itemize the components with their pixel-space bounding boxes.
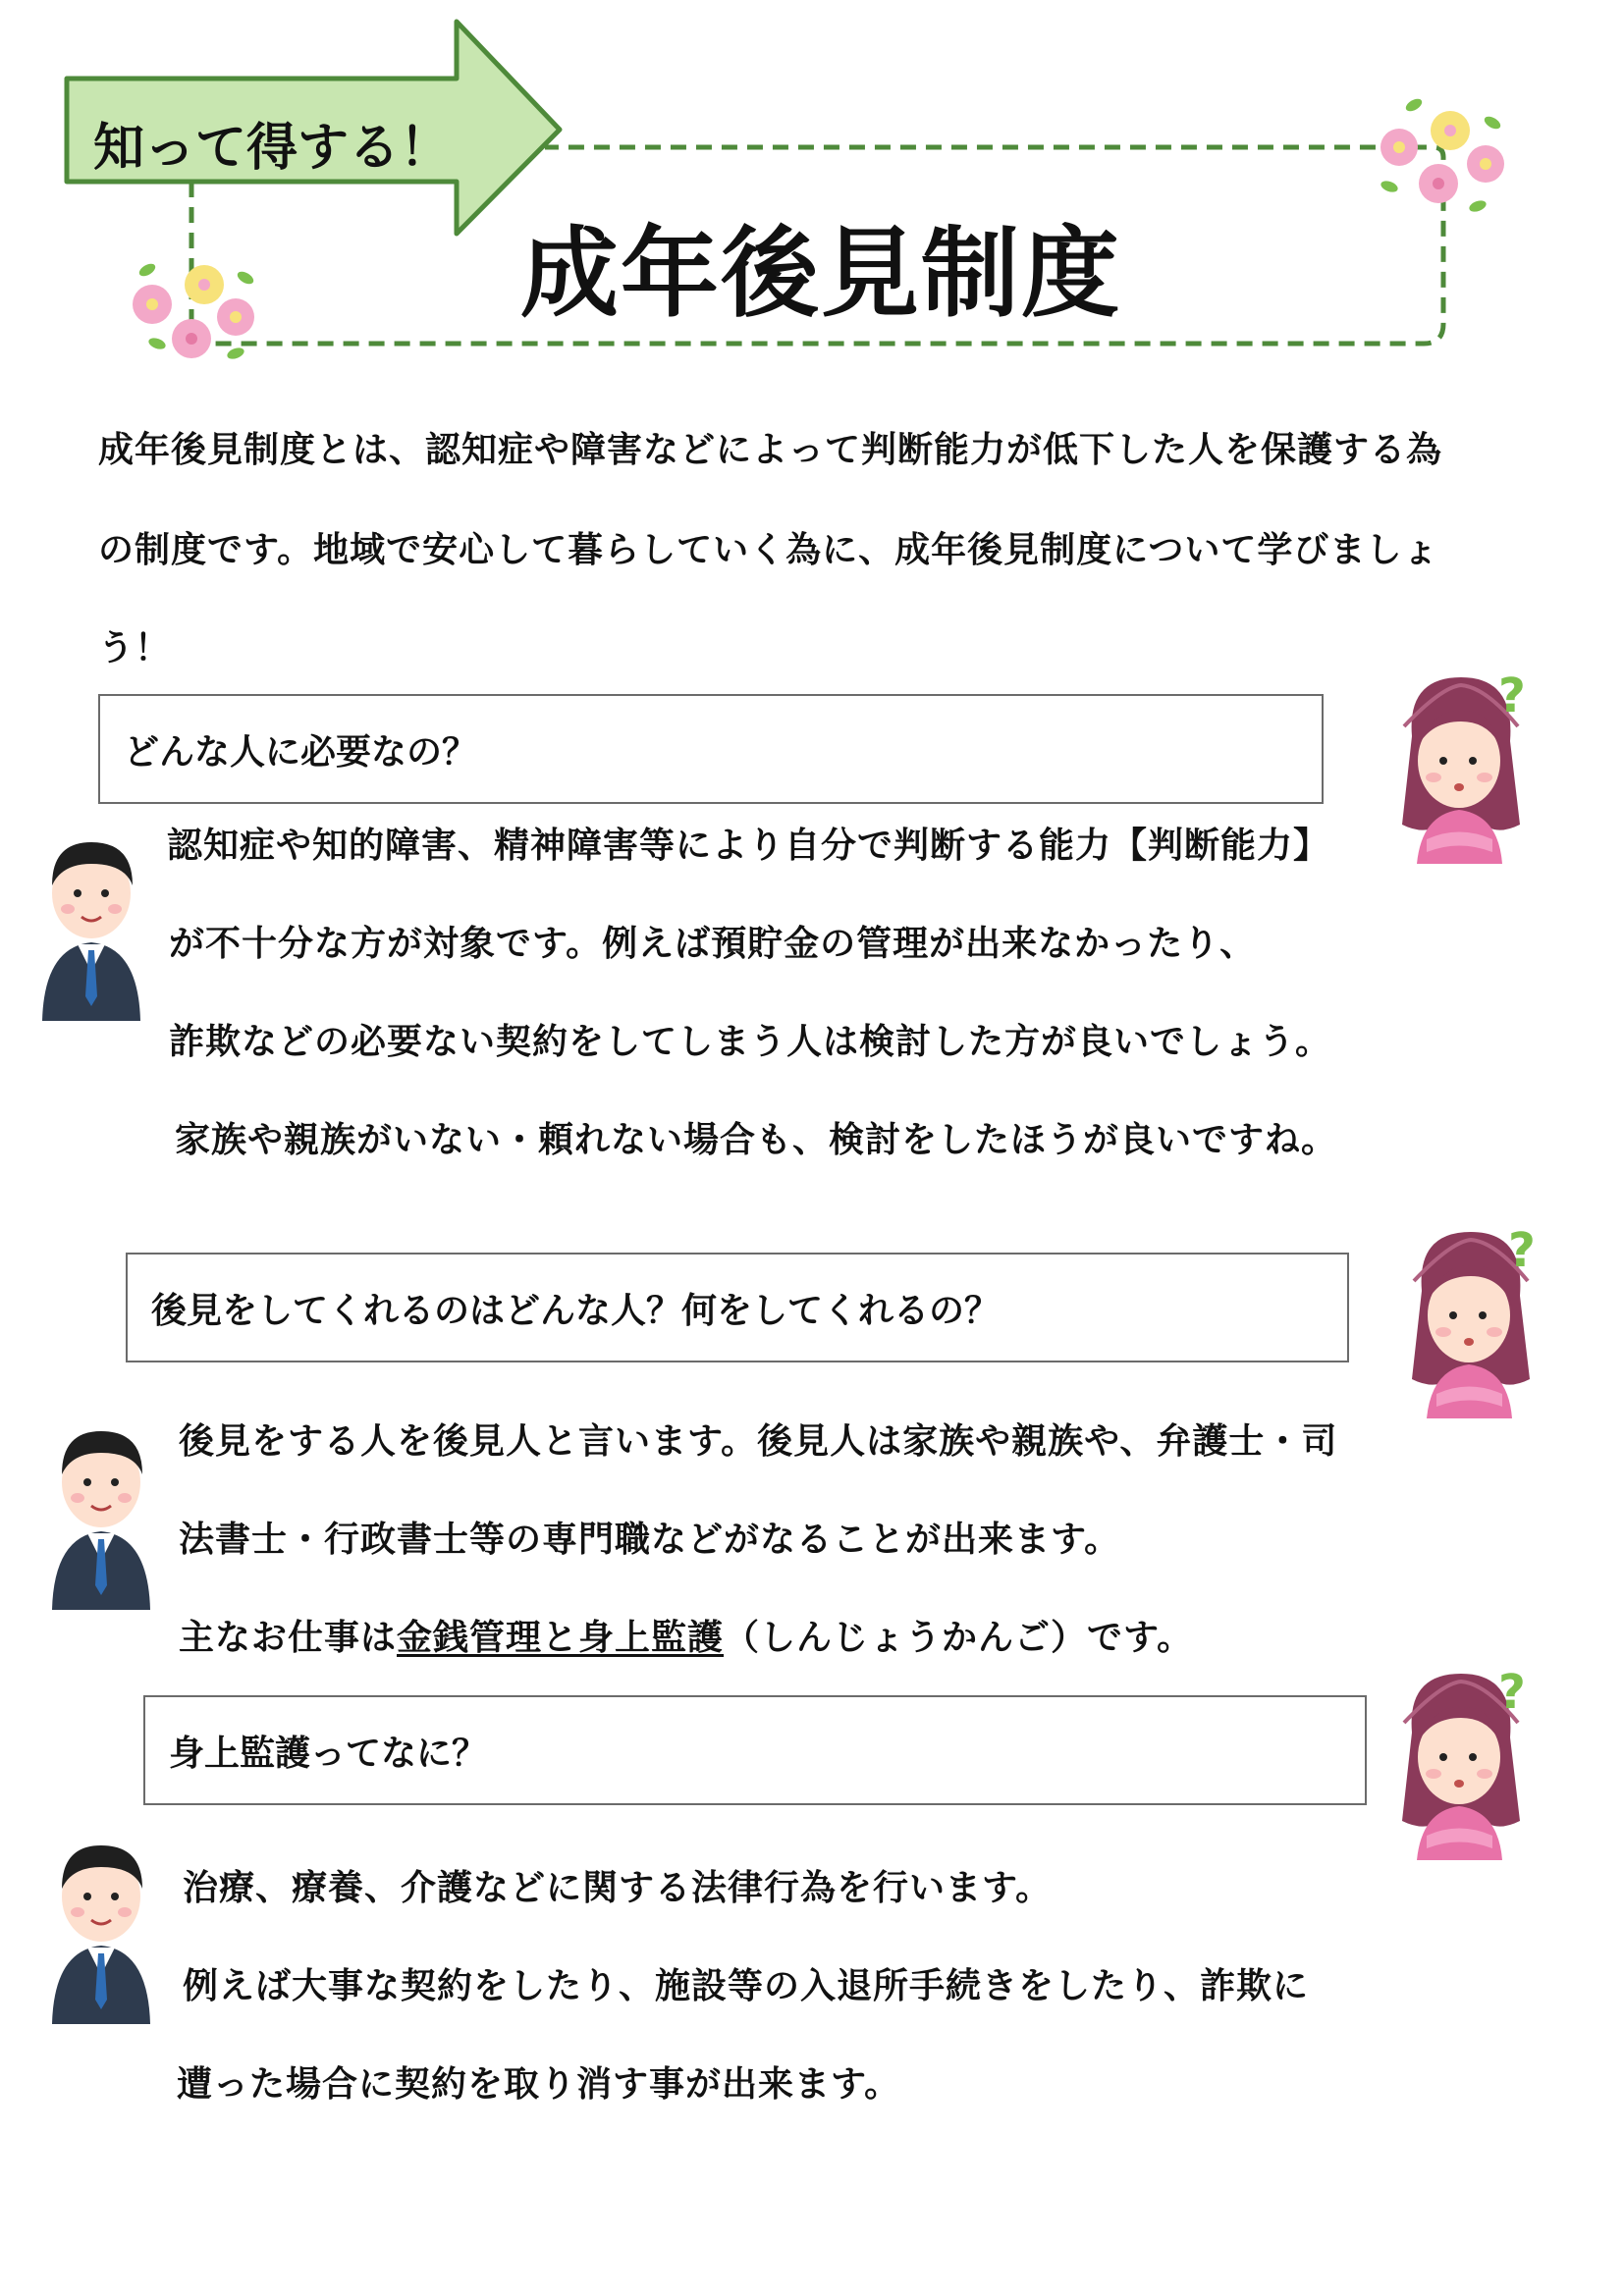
answer-2-line-2: 法書士・行政書士等の専門職などがなることが出来ます。 — [179, 1520, 1121, 1560]
page-title: 成年後見制度 — [520, 216, 1121, 331]
svg-text:?: ? — [1508, 1223, 1536, 1278]
question-box-2 — [126, 1253, 1349, 1362]
woman-thinking-icon — [1382, 667, 1530, 864]
question-text: 身上監護ってなに？ — [169, 1733, 488, 1774]
flower-cluster-icon — [1370, 93, 1507, 221]
businessman-icon — [44, 1414, 162, 1610]
answer-1-line-3: 詐欺などの必要ない契約をしてしまう人は検討した方が良いでしょう。 — [169, 1022, 1332, 1062]
question-box-3 — [143, 1695, 1367, 1805]
answer-1-line-4: 家族や親族がいない・頼れない場合も、検討をしたほうが良いですね。 — [175, 1120, 1338, 1160]
businessman-icon — [34, 825, 152, 1021]
answer-2-line-1: 後見をする人を後見人と言います。後見人は家族や親族や、弁護士・司 — [179, 1421, 1338, 1462]
question-text: どんな人に必要なの？ — [124, 731, 478, 773]
intro-line-2: の制度です。地域で安心して暮らしていく為に、成年後見制度について学びましょ — [98, 530, 1439, 570]
answer-1-line-2: が不十分な方が対象です。例えば預貯金の管理が出来なかったり、 — [169, 924, 1257, 964]
woman-thinking-icon — [1392, 1222, 1540, 1418]
header-tag: 知って得する！ — [93, 119, 452, 178]
intro-line-1: 成年後見制度とは、認知症や障害などによって判断能力が低下した人を保護する為 — [98, 430, 1443, 470]
svg-text:?: ? — [1498, 668, 1526, 723]
question-box-1 — [98, 694, 1324, 804]
answer-1-line-1: 認知症や知的障害、精神障害等により自分で判断する能力【判断能力】 — [167, 826, 1330, 866]
woman-thinking-icon — [1382, 1664, 1530, 1860]
answer-2-line-3 — [179, 1610, 1193, 1660]
answer-2-suffix: （しんじょうかんご）です。 — [724, 1618, 1194, 1658]
answer-3-line-2: 例えば大事な契約をしたり、施設等の入退所手続きをしたり、詐欺に — [183, 1966, 1310, 2006]
answer-2-underlined: 金銭管理と身上監護 — [397, 1618, 725, 1658]
svg-text:?: ? — [1498, 1665, 1526, 1720]
question-text: 後見をしてくれるのはどんな人？何をしてくれるの？ — [151, 1290, 1001, 1331]
businessman-icon — [44, 1828, 162, 2024]
flower-cluster-icon — [128, 250, 265, 368]
answer-3-line-3: 遭った場合に契約を取り消す事が出来ます。 — [177, 2064, 901, 2105]
answer-2-prefix: 主なお仕事は — [179, 1618, 398, 1658]
answer-3-line-1: 治療、療養、介護などに関する法律行為を行います。 — [183, 1868, 1053, 1908]
intro-line-3: う！ — [98, 628, 172, 668]
